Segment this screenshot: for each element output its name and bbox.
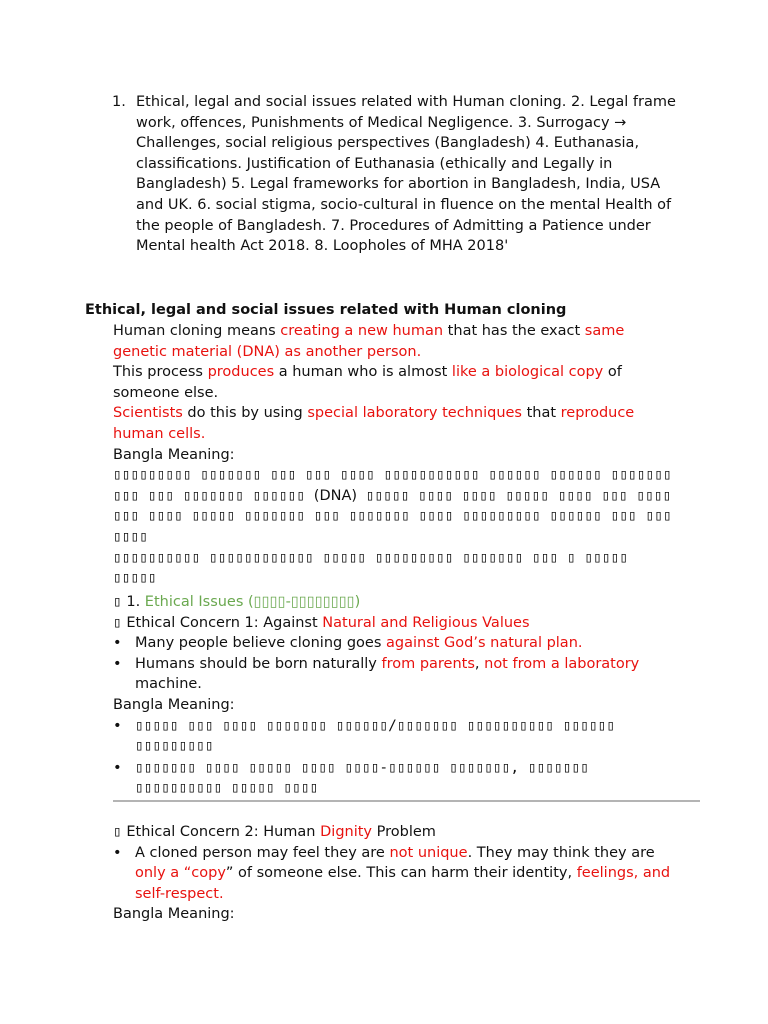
list-item: • Humans should be born naturally from parents, not from a laboratory machine. <box>113 654 673 695</box>
topic-list-item <box>112 92 682 257</box>
list-item: • Many people believe cloning goes against God’s natural plan. <box>113 633 673 654</box>
topic-list-text: Ethical, legal and social issues related with Human cloning. 2. Legal frame work, offences, Punishments of Medical Negligence. 3. Surrogacy → Challenges, social religious perspectives (Bangladesh) 4. Euthanasia, classifications. Justification of Euthanasia (ethically and Legally in Bangladesh) 5. Legal frameworks for abortion in Bangladesh, India, USA and UK. 6. social stigma, socio-cultural in fluence on the mental Health of the people of Bangladesh. 7. Procedures of Admitting a Patience under Mental health Act 2018. 8. Loopholes of MHA 2018' <box>136 94 676 255</box>
horizontal-divider <box>113 800 700 802</box>
bangla-text-2: ▯▯▯ ▯▯▯▯ ▯▯▯▯▯ ▯▯▯▯▯▯▯ ▯▯▯ ▯▯▯▯▯▯▯ ▯▯▯▯ ▯▯▯▯▯▯▯▯▯ ▯▯▯▯▯▯ ▯▯▯ ▯▯▯ ▯▯▯▯ <box>113 508 672 545</box>
ethical-issues-heading: ▯ 1. Ethical Issues (▯▯▯▯-▯▯▯▯▯▯▯▯) <box>113 594 361 610</box>
bangla-meaning-label: Bangla Meaning: <box>113 906 235 923</box>
bangla-text-1: ▯▯▯▯▯▯▯▯▯ ▯▯▯▯▯▯▯ ▯▯▯ ▯▯▯ ▯▯▯▯ ▯▯▯▯▯▯▯▯▯▯▯ ▯▯▯▯▯▯ ▯▯▯▯▯▯ ▯▯▯▯▯▯▯ ▯▯▯ ▯▯▯ ▯▯▯▯▯▯▯ ▯▯▯▯▯▯ (DNA) ▯▯▯▯▯ ▯▯▯▯ ▯▯▯▯ ▯▯▯▯▯ ▯▯▯▯ ▯▯▯ ▯▯▯▯ <box>113 467 672 504</box>
list-item: • ▯▯▯▯▯▯▯ ▯▯▯▯ ▯▯▯▯▯ ▯▯▯▯ ▯▯▯▯-▯▯▯▯▯▯ ▯▯▯▯▯▯▯, ▯▯▯▯▯▯▯ ▯▯▯▯▯▯▯▯▯▯ ▯▯▯▯▯ ▯▯▯▯ <box>113 758 673 799</box>
concern-2-icon: ▯ <box>113 824 122 840</box>
concern-2-heading: ▯ Ethical Concern 2: Human Dignity Problem <box>113 824 436 840</box>
definition-sentence-1: Human cloning means creating a new human that has the exact same genetic material (DNA) as another person. <box>113 323 625 360</box>
bangla-meaning-label: Bangla Meaning: <box>113 696 235 713</box>
heading-icon: ▯ <box>113 594 122 610</box>
ethical-issues-block <box>113 592 673 799</box>
list-item: • ▯▯▯▯▯ ▯▯▯ ▯▯▯▯ ▯▯▯▯▯▯▯ ▯▯▯▯▯▯/▯▯▯▯▯▯▯ ▯▯▯▯▯▯▯▯▯▯ ▯▯▯▯▯▯ ▯▯▯▯▯▯▯▯▯ <box>113 716 673 757</box>
list-item: • A cloned person may feel they are not unique. They may think they are only a “copy” of someone else. This can harm their identity, feelings, and self-respect. <box>113 843 673 905</box>
concern-1-icon: ▯ <box>113 614 122 631</box>
concern-1-heading: ▯ Ethical Concern 1: Against Natural and Religious Values <box>113 614 530 631</box>
list-number: 1. <box>112 94 126 110</box>
definition-block <box>113 321 673 589</box>
concern-2-block <box>113 822 673 925</box>
bangla-meaning-label: Bangla Meaning: <box>113 446 235 463</box>
section-title: Ethical, legal and social issues related with Human cloning <box>85 302 567 318</box>
definition-sentence-3: Scientists do this by using special laboratory techniques that reproduce human cells. <box>113 405 635 442</box>
bangla-text-3: ▯▯▯▯▯▯▯▯▯▯ ▯▯▯▯▯▯▯▯▯▯▯▯ ▯▯▯▯▯ ▯▯▯▯▯▯▯▯▯ ▯▯▯▯▯▯▯ ▯▯▯ ▯ ▯▯▯▯▯ ▯▯▯▯▯ <box>113 549 629 587</box>
definition-sentence-2: This process produces a human who is almost like a biological copy of someone else. <box>113 364 622 401</box>
